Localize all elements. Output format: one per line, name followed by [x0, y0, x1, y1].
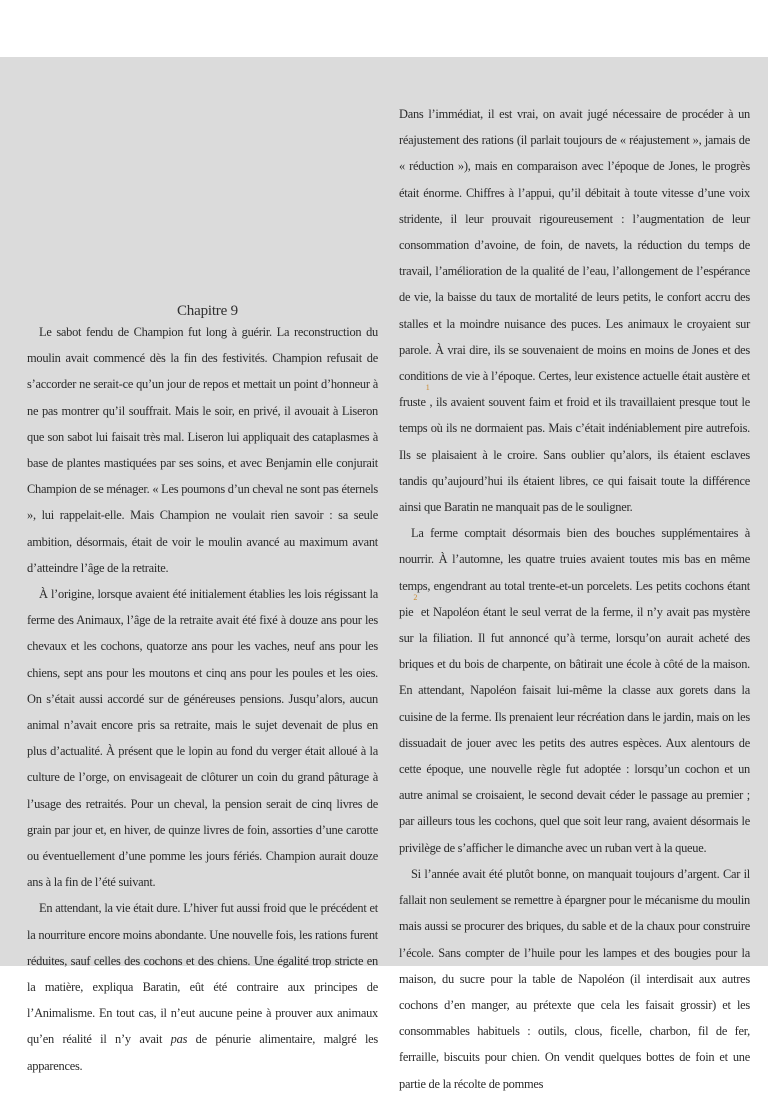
paragraph: Si l’année avait été plutôt bonne, on manquait toujours d’argent. Car il fallait non seulement se remettre à épargner pour le mécanisme du moulin mais aussi se procurer des briques, du sable et de la chaux pour construire l’école. Sans compter de l’huile pour les lampes et des bougies pour la maison, du sucre pour la table de Napoléon (il interdisait aux autres cochons d’en manger, au prétexte que cela les faisait grossir) et les consommables habituels : outils, clous, ficelle, charbon, fil de fer, ferraille, biscuits pour chien. On vendit quelques bottes de foin et une partie de la récolte de pommes	[399, 866, 750, 1091]
text-run: La ferme comptait désormais bien des bouches supplémentaires à nourrir. À l’automne, les quatre truies avaient toutes mis bas en même temps, engendrant au total trente-et-un porcelets. Les petits cochons étant pie	[399, 526, 750, 619]
right-text-column	[399, 101, 750, 1097]
footnote-marker: 2	[413, 592, 418, 602]
paragraph	[27, 895, 378, 1078]
scanned-page	[0, 57, 768, 1091]
text-run: et Napoléon étant le seul verrat de la ferme, il n’y avait pas mystère sur la filiation. Il fut annoncé qu’à terme, lorsqu’on aurait acheté des briques et du bois de charpente, on bâtirait une école à côté de la maison. En attendant, Napoléon faisait lui-même la classe aux gorets dans la cuisine de la ferme. Ils prenaient leur récréation dans le jardin, mais on les dissuadait de jouer avec les petits des autres espèces. Aux alentours de cette époque, une nouvelle règle fut adoptée : lorsqu’un cochon et un autre animal se croisaient, le second devait céder le passage au premier ; par ailleurs tous les cochons, quel que soit leur rang, avaient désormais le privilège de s’afficher le dimanche avec un ruban vert à la queue.	[399, 604, 750, 855]
paragraph: Le sabot fendu de Champion fut long à guérir. La reconstruction du moulin avait commencé dès la fin des festivités. Champion refusait de s’accorder ne serait-ce qu’un jour de repos et mettait un point d’honneur à ne pas montrer qu’il souffrait. Mais le soir, en privé, il avouait à Liseron que son sabot lui faisait très mal. Liseron lui appliquait des cataplasmes à base de plantes mastiquées par ses soins, et avec Benjamin elle conjurait Champion de se ménager. « Les poumons d’un cheval ne sont pas éternels », lui rappelait-elle. Mais Champion ne voulait rien savoir : sa seule ambition, désormais, était de voir le moulin avancé au maximum avant d’atteindre l’âge de la retraite.	[27, 325, 378, 575]
text-run: Dans l’immédiat, il est vrai, on avait jugé nécessaire de procéder à un réajustement des rations (il parlait toujours de « réajustement », jamais de « réduction »), mais en comparaison avec l’époque de Jones, le progrès était énorme. Chiffres à l’appui, qu’il débitait à toute vitesse d’une voix stridente, il leur prouvait rigoureusement : l’augmentation de leur consommation d’avoine, de foin, de navets, la réduction du temps de travail, l’amélioration de la qualité de l’eau, l’allongement de l’espérance de vie, la baisse du taux de mortalité de leurs petits, le confort accru des stalles et la moindre nuisance des puces. Les animaux le croyaient sur parole. À vrai dire, ils se souvenaient de moins en moins de Jones et des conditions de vie à l’époque. Certes, leur existence actuelle était austère et fruste	[399, 107, 750, 410]
paragraph	[399, 101, 750, 520]
text-run: , ils avaient souvent faim et froid et ils travaillaient presque tout le temps où ils ne dormaient pas. Mais c’était indéniablement pire autrefois. Ils se plaisaient à le croire. Sans oublier qu’alors, ils étaient esclaves tandis qu’aujourd’hui ils étaient libres, ce qui faisait toute la différence ainsi que Baratin ne manquait pas de le souligner.	[399, 395, 750, 515]
left-text-column	[27, 319, 378, 1079]
footnote-marker: 1	[425, 383, 430, 393]
chapter-title: Chapitre 9	[177, 303, 238, 319]
text-run: En attendant, la vie était dure. L’hiver fut aussi froid que le précédent et la nourriture encore moins abondante. Une nouvelle fois, les rations furent réduites, sauf celles des cochons et des chiens. Une égalité trop stricte en la matière, expliqua Baratin, eût été contraire aux principes de l’Animalisme. En tout cas, il n’eut aucune peine à prouver aux animaux qu’en réalité il n’y avait	[27, 901, 378, 1047]
paragraph: À l’origine, lorsque avaient été initialement établies les lois régissant la ferme des Animaux, l’âge de la retraite avait été fixé à douze ans pour les chevaux et les cochons, quatorze ans pour les vaches, neuf ans pour les chiens, sept ans pour les moutons et cinq ans pour les poules et les oies. On s’était aussi accordé sur de généreuses pensions. Jusqu’alors, aucun animal n’avait encore pris sa retraite, mais le sujet devenait de plus en plus d’actualité. À présent que le lopin au fond du verger était alloué à la culture de l’orge, on envisageait de clôturer un coin du grand pâturage à l’usage des retraités. Pour un cheval, la pension serait de cinq livres de grain par jour et, en hiver, de quinze livres de foin, assorties d’une carotte ou éventuellement d’une pomme les jours fériés. Champion aurait douze ans à la fin de l’été suivant.	[27, 587, 378, 890]
text-run: de pénurie alimentaire, malgré les apparences.	[27, 1032, 378, 1073]
emphasis: pas	[170, 1032, 188, 1047]
paragraph	[399, 520, 750, 861]
